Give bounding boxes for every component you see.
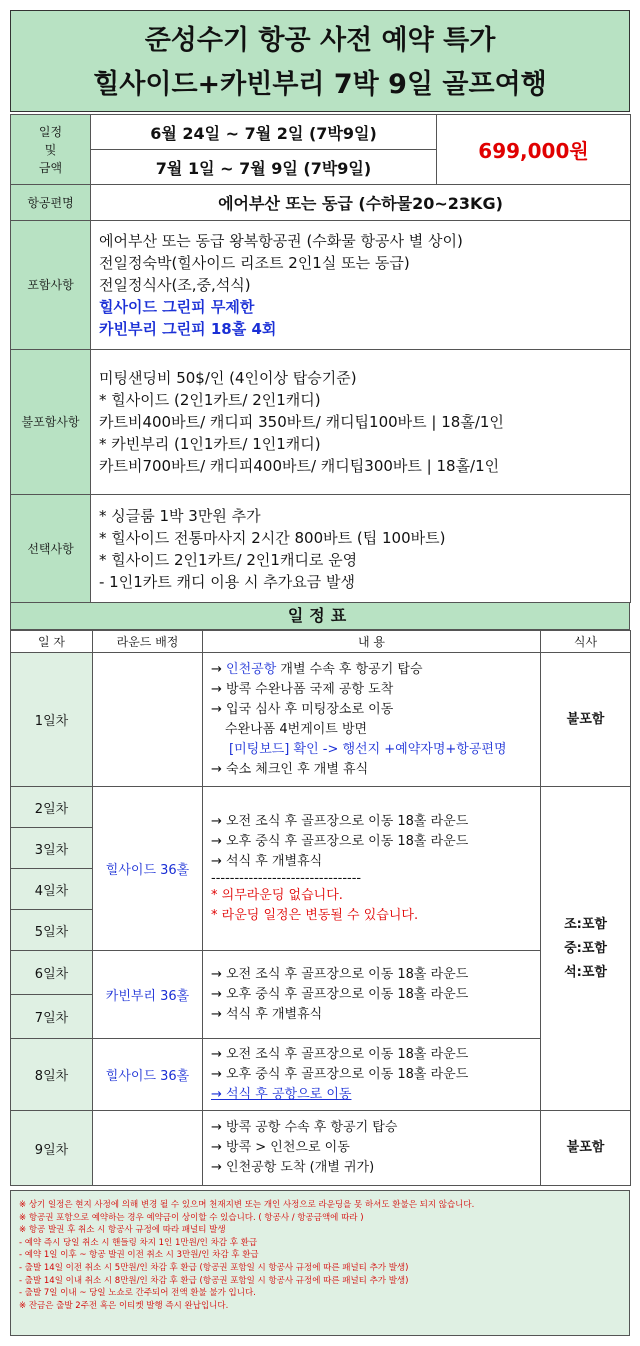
excluded-item: 카트비700바트/ 캐디피400바트/ 캐디팁300바트 | 18홀/1인 — [99, 457, 500, 475]
content-line: [미팅보드] 확인 -> 행선지 +예약자명+항공편명 — [229, 741, 507, 757]
day-label: 4일차 — [11, 869, 93, 910]
included-label: 포함사항 — [11, 221, 91, 350]
meal-cell: 불포함 — [541, 653, 631, 787]
excluded-list — [91, 350, 631, 495]
round-hillside: 힐사이드 36홀 — [93, 787, 203, 951]
content-line: → 오후 중식 후 골프장으로 이동 18홀 라운드 — [211, 833, 469, 849]
round-cell — [93, 1111, 203, 1186]
note-line: ※ 잔금은 출발 2주전 혹은 이티켓 발행 즉시 완납입니다. — [19, 1300, 229, 1311]
excluded-item: 미팅샌딩비 50$/인 (4인이상 탑승기준) — [99, 369, 357, 387]
day-label: 9일차 — [11, 1111, 93, 1186]
schedule-row — [11, 1039, 631, 1111]
meal-cell: 불포함 — [541, 1111, 631, 1186]
excluded-item: 카트비400바트/ 캐디피 350바트/ 캐디팁100바트 | 18홀/1인 — [99, 413, 504, 431]
round-cell — [93, 653, 203, 787]
label-line: 일정 — [38, 124, 63, 139]
header-content: 내 용 — [203, 631, 541, 653]
schedule-row — [11, 1111, 631, 1186]
optional-list — [91, 495, 631, 603]
excluded-label: 불포함사항 — [11, 350, 91, 495]
header-round: 라운드 배정 — [93, 631, 203, 653]
included-item: 에어부산 또는 동급 왕복항공권 (수화물 항공사 별 상이) — [99, 232, 463, 250]
block-a-content — [203, 787, 541, 951]
content-line: → 석식 후 공항으로 이동 — [211, 1086, 352, 1102]
airline-label: 항공편명 — [11, 185, 91, 221]
warning-line: * 라운딩 일정은 변동될 수 있습니다. — [211, 907, 419, 923]
excluded-item: * 힐사이드 (2인1카트/ 2인1캐디) — [99, 391, 321, 409]
day-label: 6일차 — [11, 951, 93, 995]
optional-label: 선택사항 — [11, 495, 91, 603]
label-line: 및 — [44, 142, 57, 157]
included-item: 힐사이드 그린피 무제한 — [99, 298, 255, 316]
content-line: → 방콕 > 인천으로 이동 — [211, 1140, 350, 1155]
day9-content — [203, 1111, 541, 1186]
content-line: → 오후 중식 후 골프장으로 이동 18홀 라운드 — [211, 1066, 469, 1082]
content-line: 수완나폼 4번게이트 방면 — [225, 721, 368, 737]
schedule-title: 일정표 — [10, 602, 630, 630]
title-line-2: 힐사이드+카빈부리 7박 9일 골프여행 — [93, 69, 547, 100]
meal-line: 중:포함 — [564, 940, 607, 956]
block-b-content — [203, 951, 541, 1039]
warning-line: * 의무라운딩 없습니다. — [211, 887, 343, 903]
header-date: 일 자 — [11, 631, 93, 653]
title-banner — [10, 10, 630, 112]
content-line: → 오후 중식 후 골프장으로 이동 18홀 라운드 — [211, 986, 469, 1002]
title-line-1: 준성수기 항공 사전 예약 특가 — [144, 25, 496, 56]
day-label: 8일차 — [11, 1039, 93, 1111]
optional-item: * 힐사이드 전통마사지 2시간 800바트 (팁 100바트) — [99, 528, 446, 547]
content-line: → 방콕 공항 수속 후 항공기 탑승 — [211, 1120, 398, 1135]
included-item: 카빈부리 그린피 18홀 4회 — [99, 320, 277, 338]
note-line: - 출발 14일 이전 취소 시 5만원/인 차감 후 환급 (항공권 포함일 시 항공사 규정에 따른 패널티 추가 발생) — [19, 1262, 409, 1273]
day-label: 3일차 — [11, 828, 93, 869]
notes-box — [10, 1190, 630, 1336]
note-line: - 출발 14일 이내 취소 시 8만원/인 차감 후 환급 (항공권 포함일 시 항공사 규정에 따른 패널티 추가 발생) — [19, 1275, 409, 1286]
content-line: → 석식 후 개별휴식 — [211, 1006, 323, 1022]
label-line: 금액 — [38, 160, 63, 175]
meal-line: 조:포함 — [564, 916, 607, 932]
content-line: → 오전 조식 후 골프장으로 이동 18홀 라운드 — [211, 966, 469, 982]
schedule-row — [11, 951, 631, 995]
header-meal: 식사 — [541, 631, 631, 653]
content-line: → 오전 조식 후 골프장으로 이동 18홀 라운드 — [211, 813, 469, 829]
content-line: → 방콕 수완나폼 국제 공항 도착 — [211, 681, 394, 697]
content-line: → 인천공항 개별 수속 후 항공기 탑승 — [211, 661, 423, 677]
info-table — [10, 114, 631, 603]
round-hillside-2: 힐사이드 36홀 — [93, 1039, 203, 1111]
optional-item: - 1인1카트 캐디 이용 시 추가요금 발생 — [99, 572, 355, 591]
day-label: 7일차 — [11, 995, 93, 1039]
round-kabinburi: 카빈부리 36홀 — [93, 951, 203, 1039]
content-line: → 입국 심사 후 미팅장소로 이동 — [211, 701, 394, 717]
meal-included — [541, 787, 631, 1111]
note-line: - 예약 즉시 당일 취소 시 핸들링 차지 1인 1만원/인 차감 후 환급 — [19, 1237, 258, 1248]
date-option-1: 6월 24일 ~ 7월 2일 (7박9일) — [91, 115, 437, 150]
optional-item: * 힐사이드 2인1카트/ 2인1캐디로 운영 — [99, 550, 358, 569]
included-item: 전일정식사(조,중,석식) — [99, 276, 251, 294]
note-line: - 예약 1일 이후 ~ 항공 발권 이전 취소 시 3만원/인 차감 후 환급 — [19, 1250, 259, 1261]
meal-line: 석:포함 — [564, 964, 607, 980]
content-line: → 오전 조식 후 골프장으로 이동 18홀 라운드 — [211, 1046, 469, 1062]
excluded-item: * 카빈부리 (1인1카트/ 1인1캐디) — [99, 435, 321, 453]
content-line: → 숙소 체크인 후 개별 휴식 — [211, 761, 369, 777]
note-line: ※ 항공권 포함으로 예약하는 경우 예약금이 상이할 수 있습니다. ( 항공사 / 항공금액에 따라 ) — [19, 1212, 364, 1223]
schedule-row — [11, 653, 631, 787]
block-c-content — [203, 1039, 541, 1111]
day1-content — [203, 653, 541, 787]
note-line: - 출발 7일 이내 ~ 당일 노쇼로 간주되어 전액 환불 불가 입니다. — [19, 1288, 256, 1299]
content-line: → 인천공항 도착 (개별 귀가) — [211, 1160, 375, 1175]
content-line: → 석식 후 개별휴식 — [211, 853, 323, 869]
day-label: 1일차 — [11, 653, 93, 787]
schedule-table — [10, 630, 631, 1186]
optional-item: * 싱글룸 1박 3만원 추가 — [99, 506, 261, 525]
note-line: ※ 항공 발권 후 취소 시 항공사 규정에 따라 패널티 발생 — [19, 1225, 226, 1236]
schedule-price-label — [11, 115, 91, 185]
schedule-row — [11, 787, 631, 828]
airline-value: 에어부산 또는 동급 (수하물20~23KG) — [91, 185, 631, 221]
included-item: 전일정숙박(힐사이드 리조트 2인1실 또는 동급) — [99, 254, 410, 272]
included-list — [91, 221, 631, 350]
price: 699,000원 — [437, 115, 631, 185]
note-line: ※ 상기 일정은 현지 사정에 의해 변경 될 수 있으며 천재지변 또는 개인 사정으로 라운딩을 못 하셔도 환불은 되지 않습니다. — [19, 1200, 475, 1210]
date-option-2: 7월 1일 ~ 7월 9일 (7박9일) — [91, 150, 437, 185]
day-label: 5일차 — [11, 910, 93, 951]
day-label: 2일차 — [11, 787, 93, 828]
schedule-header-row — [11, 631, 631, 653]
content-divider: -------------------------------- — [211, 870, 362, 886]
